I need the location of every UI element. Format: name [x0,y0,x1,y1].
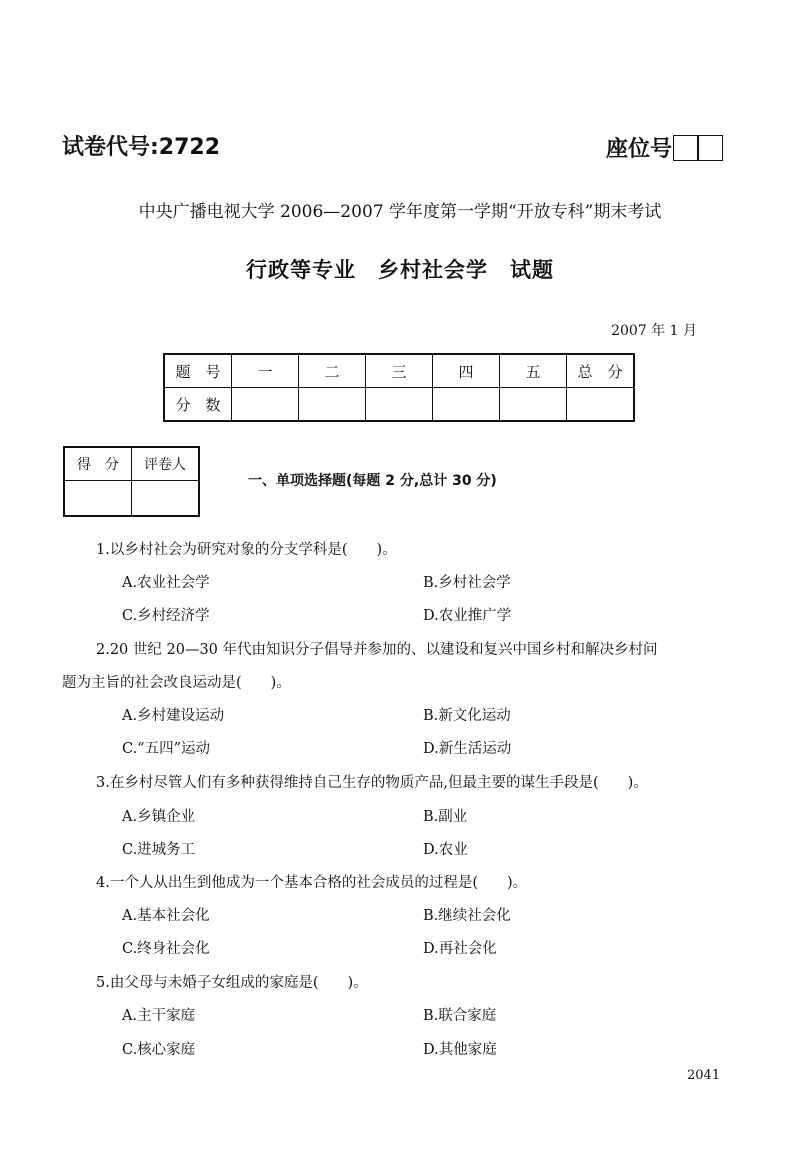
exam-title: 行政等专业 乡村社会学 试题 [246,258,554,282]
score-entry-cell[interactable] [299,388,366,422]
question-1-option-a[interactable]: A.农业社会学 [122,575,210,591]
question-2-option-c[interactable]: C.“五四”运动 [122,741,211,757]
question-5-option-c[interactable]: C.核心家庭 [122,1042,196,1058]
question-3-option-c[interactable]: C.进城务工 [122,842,196,858]
score-table-cell: 一 [232,354,299,388]
score-entry-cell[interactable] [433,388,500,422]
seat-boxes[interactable] [674,135,723,161]
question-4-option-c[interactable]: C.终身社会化 [122,941,210,957]
score-table-cell: 总 分 [567,354,635,388]
score-table-cell: 题 号 [164,354,232,388]
exam-date: 2007 年 1 月 [611,323,697,339]
grader-score-cell[interactable] [64,481,132,517]
question-1-option-c[interactable]: C.乡村经济学 [122,608,210,624]
question-3-option-a[interactable]: A.乡镇企业 [122,809,196,825]
score-entry-cell[interactable] [500,388,567,422]
question-1-option-d[interactable]: D.农业推广学 [423,608,512,624]
seat-box[interactable] [697,135,723,161]
question-5: 5.由父母与未婚子女组成的家庭是( )。 [96,975,368,991]
question-4: 4.一个人从出生到他成为一个基本合格的社会成员的过程是( )。 [96,875,528,891]
question-4-option-b[interactable]: B.继续社会化 [423,908,511,924]
section-title: 一、单项选择题(每题 2 分,总计 30 分) [248,473,497,489]
grader-table [63,446,200,517]
question-3-option-b[interactable]: B.副业 [423,809,468,825]
question-2-continued: 题为主旨的社会改良运动是( )。 [62,675,291,691]
question-4-option-d[interactable]: D.再社会化 [423,941,497,957]
score-table-cell: 分 数 [164,388,232,422]
question-4-option-a[interactable]: A.基本社会化 [122,908,210,924]
score-entry-cell[interactable] [567,388,635,422]
grader-score-label: 得 分 [64,447,132,481]
question-3: 3.在乡村尽管人们有多种获得维持自己生存的物质产品,但最主要的谋生手段是( )。 [96,775,648,791]
score-entry-cell[interactable] [366,388,433,422]
score-table-score-row [164,388,634,422]
grader-name-cell[interactable] [132,481,200,517]
page-number: 2041 [687,1068,721,1083]
score-table-cell: 四 [433,354,500,388]
score-table-cell: 二 [299,354,366,388]
question-2-option-a[interactable]: A.乡村建设运动 [122,708,225,724]
grader-name-label: 评卷人 [132,447,200,481]
question-2-option-d[interactable]: D.新生活运动 [423,741,512,757]
score-table [163,353,635,422]
question-2-option-b[interactable]: B.新文化运动 [423,708,511,724]
question-5-option-b[interactable]: B.联合家庭 [423,1008,497,1024]
question-2: 2.20 世纪 20—30 年代由知识分子倡导并参加的、以建设和复兴中国乡村和解决乡村问 [96,642,658,658]
seat-number [606,132,723,163]
score-entry-cell[interactable] [232,388,299,422]
paper-code: 试卷代号:2722 [62,135,221,160]
score-table-cell: 五 [500,354,567,388]
university-line: 中央广播电视大学 2006—2007 学年度第一学期“开放专科”期末考试 [138,202,662,222]
question-5-option-a[interactable]: A.主干家庭 [122,1008,196,1024]
seat-label: 座位号 [606,137,673,162]
seat-box[interactable] [673,135,699,161]
score-table-cell: 三 [366,354,433,388]
question-1-option-b[interactable]: B.乡村社会学 [423,575,511,591]
question-3-option-d[interactable]: D.农业 [423,842,468,858]
question-5-option-d[interactable]: D.其他家庭 [423,1042,497,1058]
score-table-header-row [164,354,634,388]
question-1: 1.以乡村社会为研究对象的分支学科是( )。 [96,542,397,558]
